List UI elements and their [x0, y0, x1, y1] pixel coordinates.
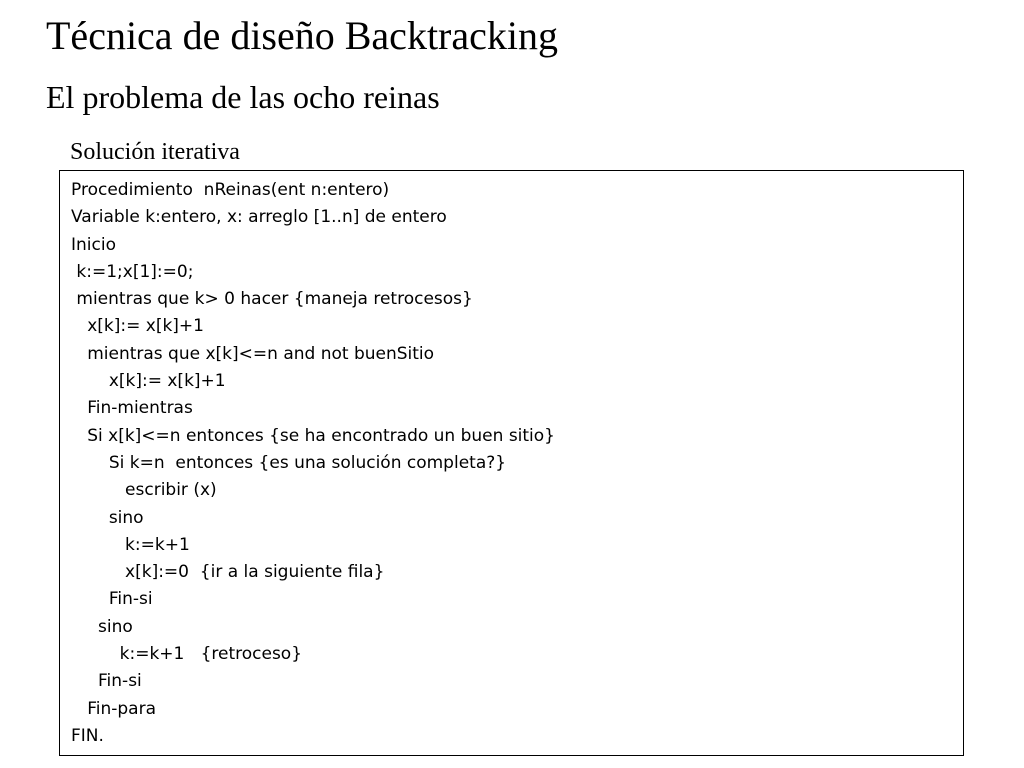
code-line: sino — [71, 616, 133, 637]
code-line: FIN. — [71, 725, 104, 746]
code-line: k:=1;x[1]:=0; — [71, 261, 194, 282]
code-line: Fin-si — [71, 589, 153, 610]
code-line: k:=k+1 — [71, 534, 190, 555]
slide-subtitle: El problema de las ocho reinas — [46, 79, 440, 115]
code-line: Si x[k]<=n entonces {se ha encontrado un buen sitio} — [71, 425, 556, 446]
code-line: Fin-para — [71, 698, 156, 719]
code-line: Si k=n entonces {es una solución completa?} — [71, 452, 507, 473]
code-line: Fin-mientras — [71, 398, 193, 419]
code-line: Variable k:entero, x: arreglo [1..n] de entero — [71, 207, 447, 228]
code-line: Procedimiento nReinas(ent n:entero) — [71, 180, 390, 200]
pseudocode-box — [59, 170, 964, 756]
code-line: Fin-si — [71, 671, 142, 692]
code-line: Inicio — [71, 234, 116, 255]
code-line: mientras que x[k]<=n and not buenSitio — [71, 343, 435, 364]
code-line: k:=k+1 {retroceso} — [71, 644, 303, 665]
code-line: escribir (x) — [71, 480, 217, 501]
code-line: sino — [71, 507, 144, 528]
slide-title: Técnica de diseño Backtracking — [46, 13, 558, 58]
section-label: Solución iterativa — [70, 139, 240, 165]
code-line: mientras que k> 0 hacer {maneja retrocesos} — [71, 289, 473, 310]
code-line: x[k]:=0 {ir a la siguiente fila} — [71, 562, 385, 583]
code-line: x[k]:= x[k]+1 — [71, 371, 226, 392]
code-line: x[k]:= x[k]+1 — [71, 316, 204, 337]
